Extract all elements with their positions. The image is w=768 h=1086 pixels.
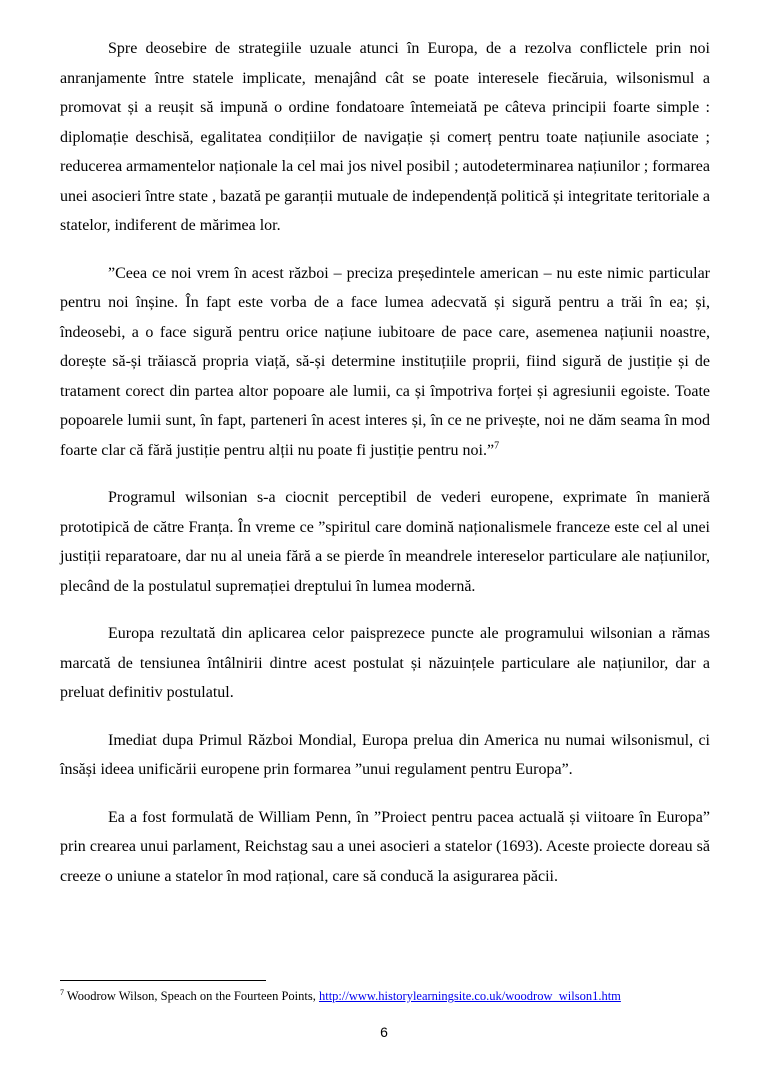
page-number: 6 <box>380 1024 388 1040</box>
paragraph-4: Europa rezultată din aplicarea celor paisprezece puncte ale programului wilsonian a rămas marcată de tensiunea întâlnirii dintre acest postulat și năzuințele particulare ale națiunilor, dar a preluat definitiv postulatul. <box>60 625 710 701</box>
paragraph-5: Imediat dupa Primul Război Mondial, Europa prelua din America nu numai wilsonismul, ci însăși ideea unificării europene prin formarea ”unui regulament pentru Europa”. <box>60 731 710 778</box>
footnote-text: Woodrow Wilson, Speach on the Fourteen Points, <box>66 989 316 1003</box>
footnote-separator <box>60 980 266 981</box>
footnote-reference[interactable]: 7 <box>494 440 500 452</box>
paragraph-3: Programul wilsonian s-a ciocnit perceptibil de vederi europene, exprimate în manieră prototipică de către Franța. În vreme ce ”spiritul care domină naționalismele franceze este cel al unei justiții reparatoare, dar nu al uneia fără a se pierde în meandrele intereselor particulare ale națiunilor, plecând de la postulatul supremației dreptului în lumea modernă. <box>60 489 710 595</box>
footnote-link[interactable]: http://www.historylearningsite.co.uk/woodrow_wilson1.htm <box>318 989 621 1003</box>
paragraph-2 <box>60 259 710 466</box>
footnote <box>60 988 740 1004</box>
paragraph-6: Ea a fost formulată de William Penn, în ”Proiect pentru pacea actuală și viitoare în Europa” prin crearea unui parlament, Reichstag sau a unei asocieri a statelor (1693). Aceste proiecte doreau să creeze o uniune a statelor în mod rațional, care să conducă la asigurarea păcii. <box>60 808 710 885</box>
footnote-marker: 7 <box>60 987 64 997</box>
body-text <box>60 34 710 909</box>
paragraph-2-text: ”Ceea ce noi vrem în acest război – preciza președintele american – nu este nimic particular pentru noi înșine. În fapt este vorba de a face lumea adecvată și sigură pentru a trăi în ea; și, îndeosebi, a o face sigură pentru orice națiune iubitoare de pace care, asemenea națiunii noastre, dorește să-și trăiască propria viață, să-și determine instituțiile proprii, fiind sigură de justiție și de tratament corect din partea altor popoare ale lumii, ca și împotriva forței și agresiunii egoiste. Toate popoarele lumii sunt, în fapt, parteneri în acest interes și, în ce ne privește, noi ne dăm seama în mod foarte clar că fără justiție pentru alții nu poate fi justiție pentru noi.” <box>60 264 710 459</box>
paragraph-1: Spre deosebire de strategiile uzuale atunci în Europa, de a rezolva conflictele prin noi anranjamente între statele implicate, menajând cât se poate interesele fiecăruia, wilsonismul a promovat și a reușit să impună o ordine fondatoare întemeiată pe câteva principii foarte simple : diplomație deschisă, egalitatea condițiilor de navigație și comerț pentru toate națiunile asociate ; reducerea armamentelor naționale la cel mai jos nivel posibil ; autodeterminarea națiunilor ; formarea unei asocieri între state , bazată pe garanții mutuale de independență politică și integritate teritoriale a statelor, indiferent de mărimea lor. <box>60 40 710 234</box>
